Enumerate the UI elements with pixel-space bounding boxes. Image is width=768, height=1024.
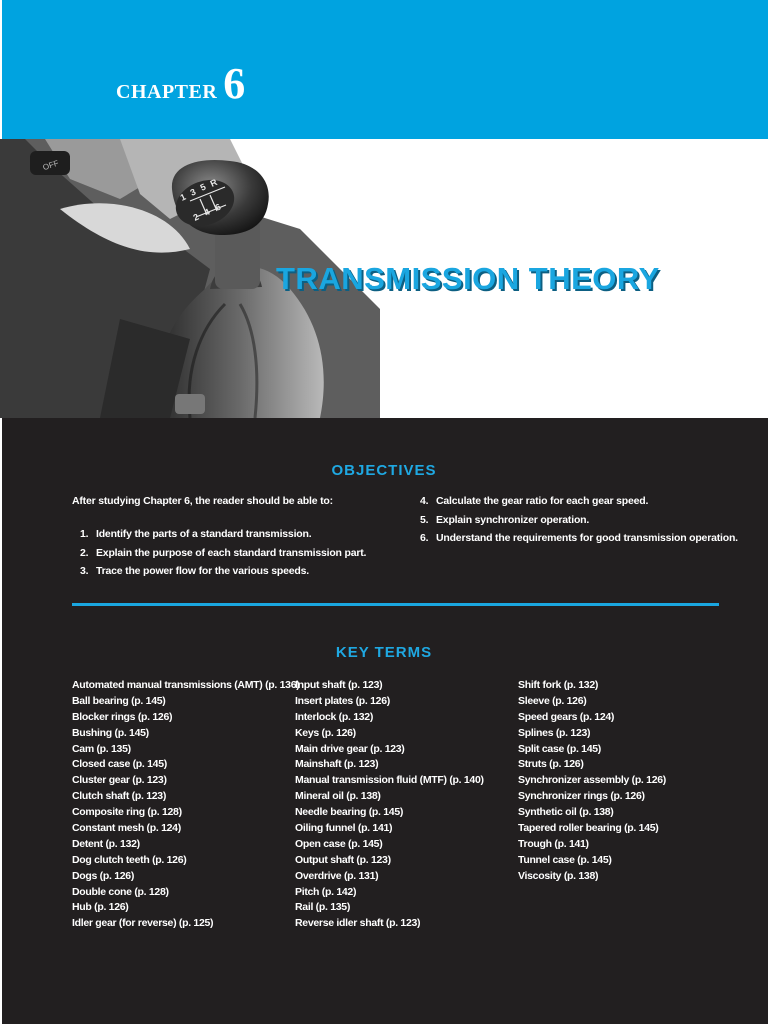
chapter-word: CHAPTER (116, 81, 218, 103)
key-term: Composite ring (p. 128) (72, 806, 182, 819)
key-term: Tunnel case (p. 145) (518, 853, 612, 866)
key-term: Tapered roller bearing (p. 145) (518, 822, 659, 835)
key-term: Synchronizer rings (p. 126) (518, 790, 645, 803)
key-term: Detent (p. 132) (72, 837, 140, 850)
key-term: Insert plates (p. 126) (295, 694, 390, 707)
key-term: Cluster gear (p. 123) (72, 774, 167, 787)
key-term: Needle bearing (p. 145) (295, 806, 404, 819)
key-term: Main drive gear (p. 123) (295, 742, 405, 755)
objectives-heading: OBJECTIVES (331, 462, 437, 479)
key-term: Dog clutch teeth (p. 126) (72, 853, 187, 866)
objective-number: 2. (80, 546, 89, 559)
key-term: Double cone (p. 128) (72, 885, 169, 898)
key-term: Oiling funnel (p. 141) (295, 822, 393, 835)
objective-text: Explain synchronizer operation. (436, 513, 590, 526)
key-term: Split case (p. 145) (518, 742, 602, 755)
objective-item (420, 492, 738, 511)
key-term: Cam (p. 135) (72, 742, 131, 755)
key-terms-heading: KEY TERMS (335, 644, 433, 661)
objective-item (420, 529, 738, 548)
key-term: Sleeve (p. 126) (518, 694, 587, 707)
key-term: Output shaft (p. 123) (295, 853, 391, 866)
key-term: Keys (p. 126) (295, 726, 356, 739)
objective-number: 5. (420, 513, 429, 526)
objectives-intro: After studying Chapter 6, the reader should be able to: (72, 495, 333, 507)
objective-item (80, 525, 366, 544)
key-term: Rail (p. 135) (295, 901, 351, 914)
objective-number: 6. (420, 532, 429, 544)
key-term: Open case (p. 145) (295, 837, 383, 850)
key-term: Mineral oil (p. 138) (295, 790, 381, 803)
key-term: Viscosity (p. 138) (518, 869, 599, 882)
key-term: Splines (p. 123) (518, 726, 591, 739)
key-term: Synchronizer assembly (p. 126) (518, 774, 666, 787)
key-term: Automated manual transmissions (AMT) (p. 136) (72, 679, 300, 691)
key-term: Input shaft (p. 123) (295, 679, 383, 691)
key-term: Clutch shaft (p. 123) (72, 790, 167, 803)
key-term: Ball bearing (p. 145) (72, 694, 166, 707)
objective-text: Calculate the gear ratio for each gear speed. (436, 495, 649, 507)
objectives-list-left (80, 525, 366, 581)
objective-number: 3. (80, 565, 89, 577)
key-term: Reverse idler shaft (p. 123) (295, 917, 421, 930)
key-term: Blocker rings (p. 126) (72, 710, 173, 723)
key-terms-column-2 (295, 678, 484, 932)
objective-text: Trace the power flow for the various speeds. (96, 565, 309, 577)
key-term: Struts (p. 126) (518, 758, 584, 771)
key-term: Interlock (p. 132) (295, 710, 374, 723)
objective-number: 1. (80, 528, 89, 540)
section-divider (72, 603, 719, 606)
key-term: Mainshaft (p. 123) (295, 758, 379, 771)
objective-text: Identify the parts of a standard transmission. (96, 528, 312, 540)
key-term: Shift fork (p. 132) (518, 679, 599, 691)
objective-text: Explain the purpose of each standard transmission part. (96, 546, 367, 559)
key-term: Closed case (p. 145) (72, 758, 167, 771)
key-term: Constant mesh (p. 124) (72, 822, 181, 835)
key-terms-column-1 (72, 678, 299, 932)
key-term: Speed gears (p. 124) (518, 710, 615, 723)
key-term: Overdrive (p. 131) (295, 869, 379, 882)
key-term: Trough (p. 141) (518, 837, 589, 850)
objectives-list-right (420, 492, 738, 548)
objective-text: Understand the requirements for good transmission operation. (436, 532, 738, 544)
objective-number: 4. (420, 495, 429, 507)
key-term: Idler gear (for reverse) (p. 125) (72, 917, 214, 930)
key-term: Manual transmission fluid (MTF) (p. 140) (295, 774, 484, 787)
objective-item (80, 562, 366, 581)
key-term: Bushing (p. 145) (72, 726, 149, 739)
key-terms-column-3 (518, 678, 666, 885)
chapter-number: 6 (223, 59, 246, 108)
chapter-label (116, 59, 246, 108)
key-term: Hub (p. 126) (72, 901, 129, 914)
key-term: Dogs (p. 126) (72, 869, 135, 882)
key-term: Synthetic oil (p. 138) (518, 806, 614, 819)
objective-item (80, 544, 366, 563)
chapter-title: TRANSMISSION THEORY (276, 261, 660, 296)
objective-item (420, 511, 738, 530)
key-term: Pitch (p. 142) (295, 885, 357, 898)
